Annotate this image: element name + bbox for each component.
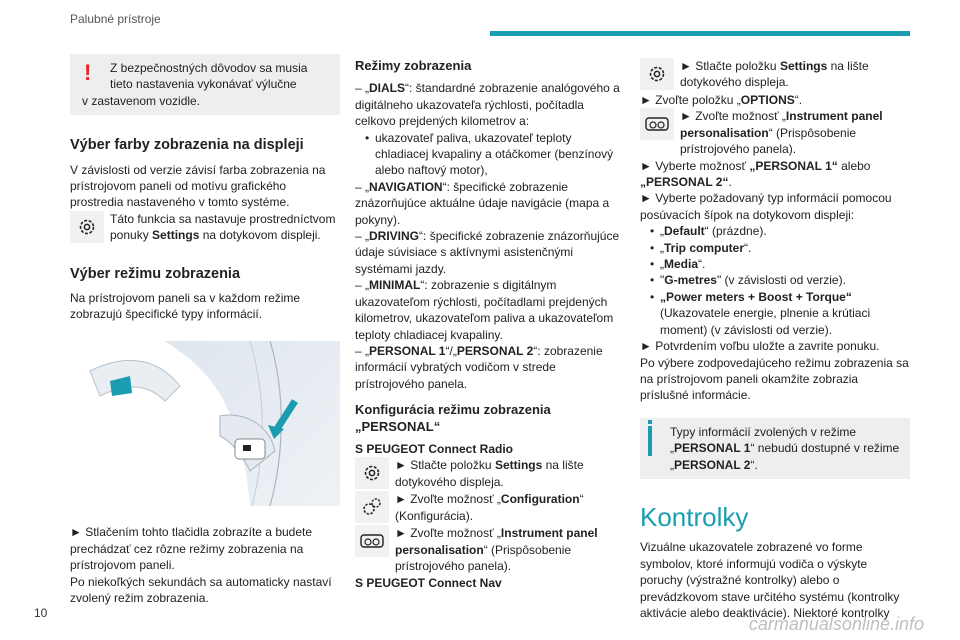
info-box: Typy informácií zvolených v režime „PERSONAL 1“ nebudú dostupné v režime „PERSONAL 2“. <box>640 418 910 479</box>
page-number: 10 <box>34 606 48 620</box>
warning-box <box>70 54 340 115</box>
paragraph-display-mode: Na prístrojovom paneli sa v každom režime zobrazujú špecifické typy informácií. <box>70 291 301 322</box>
mode-minimal: – „MINIMAL“: zobrazenie s digitálnym ukazovateľom rýchlosti, počítadlami prejdených kilometrov, ukazovateľom paliva a ukazovateľom teploty chladiacej kvapaliny. <box>355 278 614 342</box>
option-trip-computer: • „Trip computer“. <box>640 240 910 256</box>
paragraph-auto: Po niekoľkých sekundách sa automaticky nastaví zvolený režim zobrazenia. <box>70 574 332 605</box>
radio-step-2: ► Zvoľte možnosť „Configuration“ (Konfigurácia). <box>395 492 584 523</box>
heading-config: Konfigurácia režimu zobrazenia „PERSONAL“ <box>355 402 551 434</box>
radio-label: S PEUGEOT Connect Radio <box>355 441 514 456</box>
column-1 <box>70 54 340 606</box>
settings-icon <box>355 457 389 489</box>
paragraph-kontrolky: Vizuálne ukazovatele zobrazené vo forme symbolov, ktoré informujú vodiča o výskyte poruchy (výstražné kontrolky) alebo o prevádzkovom stave určitého systému (kontrolky aktivácie alebo deaktivácie). Niektoré kontrolky <box>640 540 900 620</box>
dials-bullet: • ukazovateľ paliva, ukazovateľ teploty chladiacej kvapaliny a otáčkomer (benzínový alebo naftový motor), <box>355 130 625 179</box>
nav-step-2: ► Zvoľte položku „OPTIONS“. <box>640 93 803 107</box>
radio-step-1: ► Stlačte položku Settings na lište dotykového displeja. <box>395 458 584 489</box>
warning-line-3: v zastavenom vozidle. <box>82 93 201 108</box>
warning-line-2: tieto nastavenia vykonávať výlučne <box>110 77 297 92</box>
instrument-panel-icon <box>640 108 674 140</box>
nav-step-6: ► Potvrdením voľbu uložte a zavrite ponuku. <box>640 339 880 354</box>
paragraph-button: ► Stlačením tohto tlačidla zobrazíte a budete prechádzať cez rôzne režimy zobrazenia na prístrojovom paneli. <box>70 525 313 573</box>
column-3 <box>640 58 910 621</box>
nav-step-5: ► Vyberte požadovaný typ informácií pomocou posúvacích šípok na dotykovom displeji: <box>640 191 892 222</box>
option-media: • „Media“. <box>640 256 910 272</box>
instrument-panel-icon <box>355 525 389 557</box>
nav-label: S PEUGEOT Connect Nav <box>355 575 502 590</box>
configuration-icon <box>355 491 389 523</box>
warning-line-1: Z bezpečnostných dôvodov sa musia <box>110 61 308 75</box>
mode-dials: – „DIALS“: štandardné zobrazenie analógového a digitálneho ukazovateľa rýchlosti, počítadla celkovo prejdených kilometrov a: <box>355 81 620 129</box>
running-header: Palubné prístroje <box>70 12 161 26</box>
heading-modes: Režimy zobrazenia <box>355 58 472 73</box>
radio-step-3: ► Zvoľte možnosť „Instrument panel personalisation“ (Prispôsobenie prístrojového panela). <box>395 526 598 574</box>
option-g-metres: • "G-metres" (v závislosti od verzie). <box>640 272 910 288</box>
nav-step-1: ► Stlačte položku Settings na lište dotykového displeja. <box>680 59 869 90</box>
warning-icon: ! <box>84 60 92 85</box>
column-2 <box>355 58 625 591</box>
nav-step-4: ► Vyberte možnosť „PERSONAL 1“ alebo „PERSONAL 2“. <box>640 158 871 190</box>
nav-step-3: ► Zvoľte možnosť „Instrument panel personalisation“ (Prispôsobenie prístrojového panela). <box>680 109 883 157</box>
mode-personal: – „PERSONAL 1“/„PERSONAL 2“: zobrazenie informácií vybratých vodičom v strede prístrojového panela. <box>355 343 603 391</box>
heading-display-color: Výber farby zobrazenia na displeji <box>70 137 304 154</box>
mode-navigation: – „NAVIGATION“: špecifické zobrazenie znázorňujúce aktuálne údaje navigácie (mapa a pokyny). <box>355 179 610 227</box>
settings-icon <box>640 58 674 90</box>
settings-instruction: Táto funkcia sa nastavuje prostredníctvom ponuky Settings na dotykovom displeji. <box>110 211 336 243</box>
watermark: carmanualsonline.info <box>748 614 924 634</box>
mode-driving: – „DRIVING“: špecifické zobrazenie znázorňujúce údaje súvisiace s aktívnymi asistenčnými systémami jazdy. <box>355 229 620 276</box>
paragraph-display-color: V závislosti od verzie závisí farba zobrazenia na prístrojovom paneli od motívu grafického prostredia nastaveného v tomto systéme. <box>70 162 326 210</box>
paragraph-after-selection: Po výbere zodpovedajúceho režimu zobrazenia sa na prístrojovom paneli okamžite zobrazia príslušné informácie. <box>640 355 909 403</box>
steering-wheel-illustration <box>70 341 340 506</box>
section-title-kontrolky: Kontrolky <box>640 501 749 532</box>
option-default: • „Default“ (prázdne). <box>640 223 910 239</box>
info-icon <box>648 426 652 456</box>
header-accent-bar <box>490 31 910 36</box>
heading-display-mode: Výber režimu zobrazenia <box>70 265 241 282</box>
settings-icon <box>70 211 104 243</box>
option-power-meters: • „Power meters + Boost + Torque“ (Ukazovatele energie, plnenie a krútiaci moment) (v závislosti od verzie). <box>640 289 910 338</box>
